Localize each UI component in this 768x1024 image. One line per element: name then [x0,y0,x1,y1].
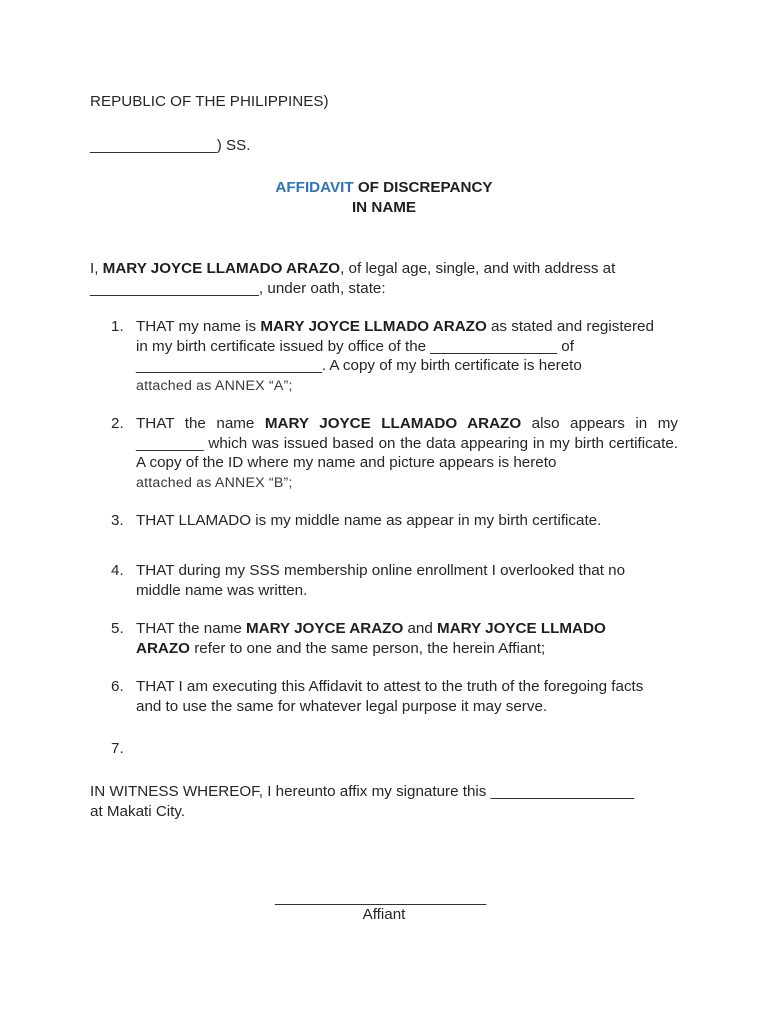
item-1-annex: attached as ANNEX “A”; [136,377,293,394]
item-2-name: MARY JOYCE LLAMADO ARAZO [264,415,522,432]
item-5-post: refer to one and the same person, the herein Affiant; [190,639,546,657]
witness-paragraph [90,782,680,822]
item-5-mid: and [403,620,438,637]
item-5-number: 5. [111,620,124,637]
item-6-text: THAT I am executing this Affidavit to attest to the truth of the foregoing facts and to use the same for whatever legal purpose it may serve. [136,678,644,715]
republic-heading: REPUBLIC OF THE PHILIPPINES) [90,93,329,110]
document-title [0,178,768,198]
item-2-annex: attached as ANNEX “B”; [136,474,293,491]
intro-prefix: I, [90,260,103,277]
item-1-text [136,317,656,396]
item-1-name: MARY JOYCE LLMADO ARAZO [260,318,487,335]
item-3-number: 3. [111,512,124,529]
signature-line: _________________________ [275,889,487,906]
item-5-pre: THAT the name [136,620,247,637]
intro-paragraph [90,259,680,299]
ss-line: _______________) SS. [90,137,251,154]
item-2-post: also appears in my ________ which was issued based on the data appearing in my birth certificate. A copy of the ID where my name and picture appears is hereto [136,415,678,472]
item-5-name1: MARY JOYCE ARAZO [246,620,404,637]
item-6-number: 6. [111,678,124,695]
document-subtitle: IN NAME [351,199,417,216]
witness-line1: IN WITNESS WHEREOF, I hereunto affix my signature this _________________ [90,783,635,800]
item-4-number: 4. [111,562,124,579]
title-rest: OF DISCREPANCY [353,179,493,196]
intro-line2: ____________________, under oath, state: [90,280,386,297]
title-affidavit-link[interactable]: AFFIDAVIT [275,179,354,196]
item-2-text [136,414,678,493]
item-1-pre: THAT my name is [136,318,261,335]
item-2-number: 2. [111,415,124,432]
item-5-name2: MARY JOYCE LLMADO ARAZO [136,620,606,657]
affiant-label: Affiant [362,906,406,923]
item-7-number: 7. [111,740,124,757]
item-5-text [136,619,656,658]
intro-rest: , of legal age, single, and with address at [340,260,616,277]
item-2-pre: THAT the name [136,415,265,432]
item-1-post: as stated and registered in my birth certificate issued by office of the _______________ of ______________________. A copy of my birth certificate is hereto [136,318,654,375]
item-1-number: 1. [111,318,124,335]
witness-line2: at Makati City. [90,803,186,820]
item-3-text: THAT LLAMADO is my middle name as appear in my birth certificate. [136,512,602,529]
item-4-text: THAT during my SSS membership online enrollment I overlooked that no middle name was written. [136,562,626,599]
affiant-name: MARY JOYCE LLAMADO ARAZO [102,260,341,277]
